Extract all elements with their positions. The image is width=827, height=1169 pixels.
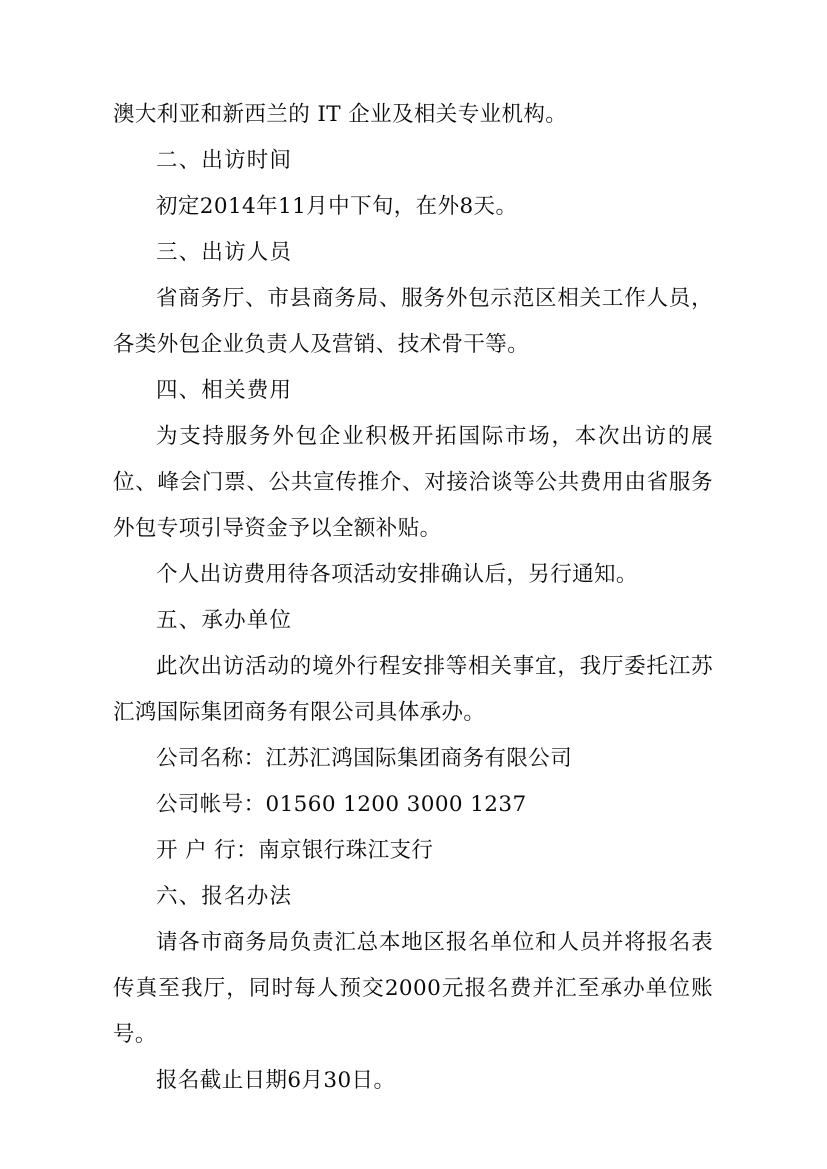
heading-registration-method: 六、报名办法 [156, 884, 293, 909]
field-company-name: 公司名称：江苏汇鸿国际集团商务有限公司 [156, 746, 573, 771]
paragraph-personal-costs-notice: 个人出访费用待各项活动安排确认后，另行通知。 [156, 562, 638, 587]
paragraph-continuation: 澳大利亚和新西兰的 IT 企业及相关专业机构。 [113, 102, 568, 127]
paragraph-organizer-detail: 此次出访活动的境外行程安排等相关事宜，我厅委托江苏汇鸿国际集团商务有限公司具体承办。 [113, 654, 713, 725]
heading-organizer: 五、承办单位 [156, 608, 293, 633]
paragraph-related-costs-detail: 为支持服务外包企业积极开拓国际市场，本次出访的展位、峰会门票、公共宣传推介、对接洽谈等公共费用由省服务外包专项引导资金予以全额补贴。 [113, 424, 713, 541]
paragraph-registration-deadline: 报名截止日期6月30日。 [156, 1068, 396, 1093]
heading-related-costs: 四、相关费用 [156, 378, 293, 403]
paragraph-registration-detail: 请各市商务局负责汇总本地区报名单位和人员并将报名表传真至我厅，同时每人预交2000元报名费并汇至承办单位账号。 [113, 930, 713, 1047]
field-company-account: 公司帐号：01560 1200 3000 1237 [156, 792, 527, 817]
paragraph-visit-personnel-detail: 省商务厅、市县商务局、服务外包示范区相关工作人员，各类外包企业负责人及营销、技术骨干等。 [113, 286, 713, 357]
document-body [113, 92, 713, 1104]
heading-visit-time: 二、出访时间 [156, 148, 293, 173]
paragraph-visit-time-detail: 初定2014年11月中下旬，在外8天。 [156, 194, 518, 219]
field-bank-branch: 开 户 行：南京银行珠江支行 [156, 838, 434, 863]
heading-visit-personnel: 三、出访人员 [156, 240, 293, 265]
